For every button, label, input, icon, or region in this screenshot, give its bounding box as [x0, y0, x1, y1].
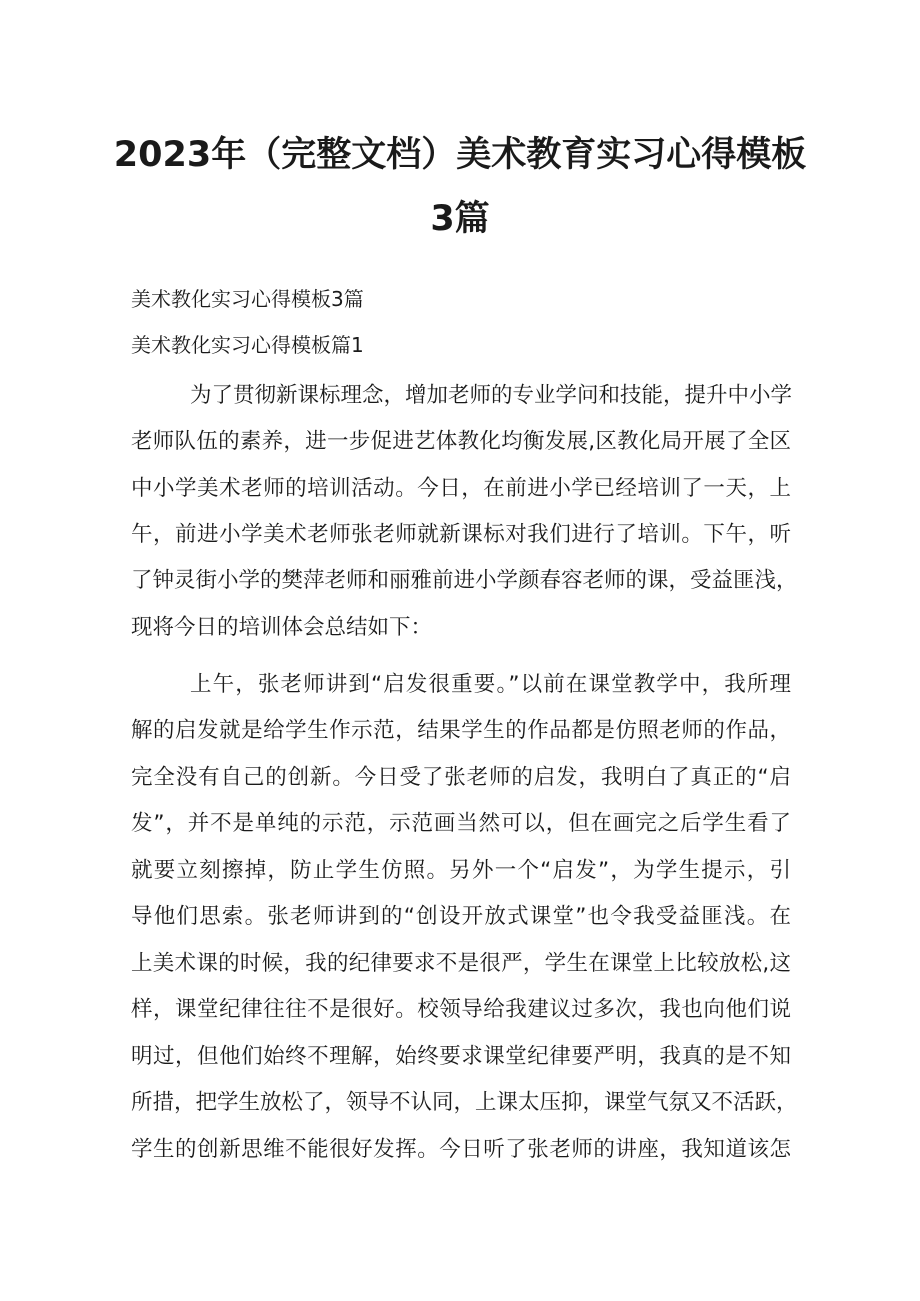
paragraph-1-line: 了钟灵街小学的樊萍老师和丽雅前进小学颜春容老师的课，受益匪浅，: [131, 568, 798, 593]
article-heading: 美术教化实习心得模板篇1: [131, 333, 364, 357]
paragraph-1-line: 现将今日的培训体会总结如下：: [131, 615, 433, 640]
paragraph-2-line: 导他们思索。张老师讲到的“创设开放式课堂”也令我受益匪浅。在: [131, 904, 791, 929]
section-subtitle: 美术教化实习心得模板3篇: [131, 287, 364, 311]
paragraph-1-line: 午，前进小学美术老师张老师就新课标对我们进行了培训。下午，听: [131, 522, 791, 547]
document-title-continued: 3篇: [430, 199, 490, 239]
paragraph-2-line: 所措，把学生放松了，领导不认同，上课太压抑，课堂气氛又不活跃，: [131, 1090, 798, 1115]
paragraph-2-line: 上午，张老师讲到“启发很重要。”以前在课堂教学中，我所理: [190, 672, 791, 697]
paragraph-1-line: 为了贯彻新课标理念，增加老师的专业学问和技能，提升中小学: [190, 383, 793, 408]
paragraph-2-line: 发”，并不是单纯的示范，示范画当然可以，但在画完之后学生看了: [131, 811, 791, 836]
paragraph-2-line: 解的启发就是给学生作示范，结果学生的作品都是仿照老师的作品，: [131, 718, 791, 743]
paragraph-1-line: 中小学美术老师的培训活动。今日，在前进小学已经培训了一天，上: [131, 476, 791, 501]
paragraph-1-line: 老师队伍的素养，进一步促进艺体教化均衡发展,区教化局开展了全区: [131, 429, 791, 454]
paragraph-2-line: 上美术课的时候，我的纪律要求不是很严，学生在课堂上比较放松,这: [131, 951, 791, 976]
paragraph-2-line: 学生的创新思维不能很好发挥。今日听了张老师的讲座，我知道该怎: [131, 1137, 791, 1162]
paragraph-2-line: 明过，但他们始终不理解，始终要求课堂纪律要严明，我真的是不知: [131, 1044, 791, 1069]
paragraph-2-line: 就要立刻擦掉，防止学生仿照。另外一个“启发”，为学生提示，引: [131, 858, 791, 883]
paragraph-2-line: 样，课堂纪律往往不是很好。校领导给我建议过多次，我也向他们说: [131, 997, 791, 1022]
document-title: 2023年（完整文档）美术教育实习心得模板: [113, 135, 807, 175]
paragraph-2-line: 完全没有自己的创新。今日受了张老师的启发，我明白了真正的“启: [131, 765, 791, 790]
